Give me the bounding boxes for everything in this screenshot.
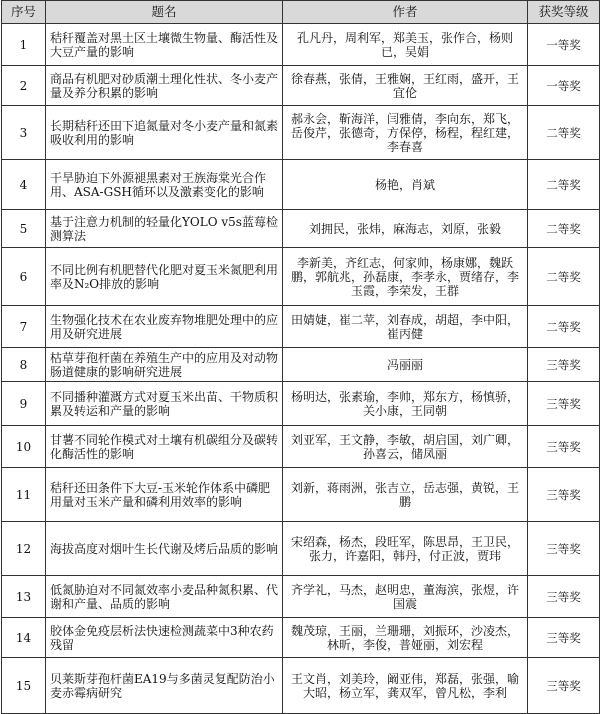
table-body	[2, 24, 600, 714]
row-number: 5	[2, 210, 46, 248]
header-row	[2, 1, 600, 24]
award-level: 三等奖	[528, 382, 600, 426]
table-row	[2, 426, 600, 468]
award-level: 二等奖	[528, 306, 600, 348]
table-row	[2, 468, 600, 522]
table-row	[2, 160, 600, 210]
awards-table	[1, 0, 600, 714]
paper-authors: 孔凡丹，周利军，郑美玉，张作合，杨则已，吴娟	[283, 24, 528, 66]
paper-authors: 齐学礼，马杰，赵明忠，董海滨，张煜，许国震	[283, 576, 528, 618]
paper-title: 甘薯不同轮作模式对土壤有机碳组分及碳转化酶活性的影响	[46, 426, 283, 468]
paper-title: 枯草芽孢杆菌在养殖生产中的应用及对动物肠道健康的影响研究进展	[46, 348, 283, 382]
award-level: 二等奖	[528, 248, 600, 306]
row-number: 7	[2, 306, 46, 348]
paper-authors: 刘拥民，张炜，麻海志，刘原，张毅	[283, 210, 528, 248]
row-number: 14	[2, 618, 46, 658]
row-number: 15	[2, 658, 46, 714]
paper-title: 生物强化技术在农业废弃物堆肥处理中的应用及研究进展	[46, 306, 283, 348]
table-row	[2, 248, 600, 306]
paper-authors: 宋绍森，杨杰，段旺军，陈思昂，王卫民，张力，许嘉阳，韩丹，付正波，贾玮	[283, 522, 528, 576]
row-number: 2	[2, 66, 46, 106]
table-row	[2, 658, 600, 714]
header-authors: 作者	[283, 1, 528, 24]
table-row	[2, 348, 600, 382]
header-award-level: 获奖等级	[528, 1, 600, 24]
paper-authors: 刘亚军，王文静，李敏，胡启国，刘广卿，孙喜云，储凤丽	[283, 426, 528, 468]
paper-authors: 李新美，齐红志，何家帅，杨康娜，魏跃鹏，郭航兆，孙磊康，李孝永，贾绪存，李玉霞，李荣发，王群	[283, 248, 528, 306]
table-row	[2, 66, 600, 106]
paper-authors: 魏茂琼，王丽，兰珊珊，刘振环，沙凌杰，林昕，李俊，普娅丽，刘宏程	[283, 618, 528, 658]
paper-title: 秸秆覆盖对黑土区土壤微生物量、酶活性及大豆产量的影响	[46, 24, 283, 66]
table-row	[2, 24, 600, 66]
paper-authors: 郝永会，靳海洋，闫雅倩，李向东，郑飞，岳俊芹，张德奇，方保停，杨程，程红建，李春喜	[283, 106, 528, 160]
table-row	[2, 306, 600, 348]
paper-authors: 徐春燕，张倩，王雅娴，王红雨，盛开，王宜伦	[283, 66, 528, 106]
table-row	[2, 522, 600, 576]
row-number: 1	[2, 24, 46, 66]
award-level: 一等奖	[528, 24, 600, 66]
paper-title: 低氮胁迫对不同氮效率小麦品种氮积累、代谢和产量、品质的影响	[46, 576, 283, 618]
row-number: 6	[2, 248, 46, 306]
table-header	[2, 1, 600, 24]
table-row	[2, 618, 600, 658]
award-level: 一等奖	[528, 66, 600, 106]
award-level: 二等奖	[528, 160, 600, 210]
paper-title: 基于注意力机制的轻量化YOLO v5s蓝莓检测算法	[46, 210, 283, 248]
row-number: 11	[2, 468, 46, 522]
award-level: 三等奖	[528, 576, 600, 618]
header-number: 序号	[2, 1, 46, 24]
paper-title: 秸秆还田条件下大豆-玉米轮作体系中磷肥用量对玉米产量和磷利用效率的影响	[46, 468, 283, 522]
paper-title: 胶体金免疫层析法快速检测蔬菜中3种农药残留	[46, 618, 283, 658]
paper-title: 商品有机肥对砂质潮土理化性状、冬小麦产量及养分积累的影响	[46, 66, 283, 106]
paper-authors: 杨艳，肖斌	[283, 160, 528, 210]
table-row	[2, 382, 600, 426]
paper-title: 不同播种灌溉方式对夏玉米出苗、干物质积累及转运和产量的影响	[46, 382, 283, 426]
row-number: 4	[2, 160, 46, 210]
award-level: 三等奖	[528, 348, 600, 382]
paper-authors: 冯丽丽	[283, 348, 528, 382]
paper-title: 干旱胁迫下外源褪黑素对王族海棠光合作用、ASA-GSH循环以及激素变化的影响	[46, 160, 283, 210]
paper-title: 海拔高度对烟叶生长代谢及烤后品质的影响	[46, 522, 283, 576]
row-number: 8	[2, 348, 46, 382]
paper-authors: 刘新，蒋雨洲，张吉立，岳志强，黄锐，王鹏	[283, 468, 528, 522]
paper-title: 不同比例有机肥替代化肥对夏玉米氮肥利用率及N₂O排放的影响	[46, 248, 283, 306]
award-level: 二等奖	[528, 106, 600, 160]
row-number: 13	[2, 576, 46, 618]
header-title: 题名	[46, 1, 283, 24]
row-number: 3	[2, 106, 46, 160]
paper-authors: 王文肖，刘美玲，阚亚伟，郑磊，张强，喻大昭，杨立军，龚双军，曾凡松，李利	[283, 658, 528, 714]
paper-title: 长期秸秆还田下追氮量对冬小麦产量和氮素吸收利用的影响	[46, 106, 283, 160]
award-level: 三等奖	[528, 522, 600, 576]
award-level: 三等奖	[528, 658, 600, 714]
table-row	[2, 576, 600, 618]
table-row	[2, 106, 600, 160]
award-level: 三等奖	[528, 468, 600, 522]
award-level: 二等奖	[528, 210, 600, 248]
row-number: 12	[2, 522, 46, 576]
awards-table-container	[1, 0, 599, 714]
row-number: 10	[2, 426, 46, 468]
table-row	[2, 210, 600, 248]
paper-authors: 杨明达，张素瑜，李帅，郑东方，杨慎骄，关小康，王同朝	[283, 382, 528, 426]
award-level: 三等奖	[528, 426, 600, 468]
paper-title: 贝莱斯芽孢杆菌EA19与多菌灵复配防治小麦赤霉病研究	[46, 658, 283, 714]
row-number: 9	[2, 382, 46, 426]
paper-authors: 田婧婕，崔二苹，刘春成，胡超，李中阳，崔丙健	[283, 306, 528, 348]
award-level: 三等奖	[528, 618, 600, 658]
